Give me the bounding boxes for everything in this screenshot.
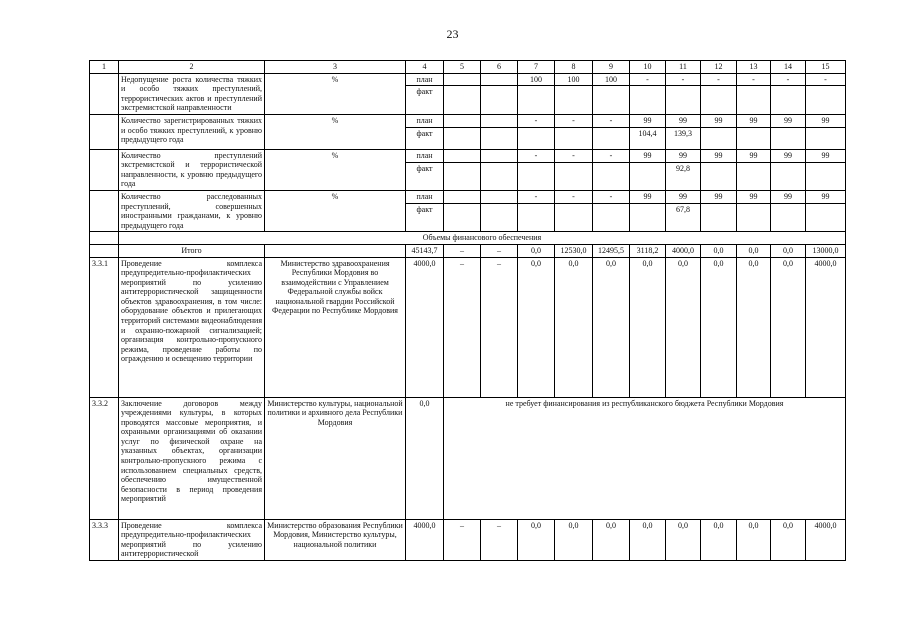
- header-cell: 13: [737, 61, 771, 74]
- activity-value: 0,0: [555, 257, 593, 397]
- activity-value: –: [481, 519, 518, 560]
- fact-value: [630, 163, 666, 191]
- activity-value: 0,0: [518, 257, 555, 397]
- fact-value: [593, 127, 630, 149]
- plan-value: -: [701, 73, 737, 86]
- header-cell: 6: [481, 61, 518, 74]
- fact-value: [771, 203, 806, 232]
- fact-value: [593, 163, 630, 191]
- fact-value: 92,8: [666, 163, 701, 191]
- total-number: [90, 244, 119, 257]
- header-cell: 7: [518, 61, 555, 74]
- fact-value: [593, 203, 630, 232]
- header-cell: 11: [666, 61, 701, 74]
- indicator-unit: %: [265, 149, 406, 190]
- fact-value: [771, 163, 806, 191]
- header-cell: 5: [444, 61, 481, 74]
- total-value: 0,0: [518, 244, 555, 257]
- activity-value: 4000,0: [406, 257, 444, 397]
- activity-value: 0,0: [666, 519, 701, 560]
- total-value: 13000,0: [806, 244, 846, 257]
- plan-label: план: [406, 190, 444, 203]
- header-row: [90, 61, 846, 74]
- plan-value: [481, 149, 518, 163]
- activity-value: 0,0: [555, 519, 593, 560]
- plan-value: 99: [737, 114, 771, 127]
- plan-value: [481, 190, 518, 203]
- plan-value: 99: [630, 114, 666, 127]
- fact-value: [806, 203, 846, 232]
- fact-value: [444, 127, 481, 149]
- fact-value: [737, 127, 771, 149]
- section-title: Объемы финансового обеспечения: [119, 232, 846, 245]
- activity-note: не требует финансирования из республиканского бюджета Республики Мордовия: [444, 397, 846, 519]
- activity-value: 0,0: [630, 257, 666, 397]
- plan-value: 99: [771, 114, 806, 127]
- plan-value: 100: [518, 73, 555, 86]
- header-cell: 9: [593, 61, 630, 74]
- header-cell: 3: [265, 61, 406, 74]
- plan-value: -: [518, 149, 555, 163]
- fact-value: [737, 86, 771, 115]
- activity-value: 0,0: [630, 519, 666, 560]
- total-value: 4000,0: [666, 244, 701, 257]
- indicator-number: [90, 73, 119, 114]
- section-title-row: [90, 232, 846, 245]
- fact-value: [666, 86, 701, 115]
- header-cell: 2: [119, 61, 265, 74]
- plan-value: -: [737, 73, 771, 86]
- fact-value: [481, 127, 518, 149]
- fact-value: [806, 86, 846, 115]
- plan-value: -: [518, 190, 555, 203]
- plan-value: 99: [701, 114, 737, 127]
- activity-name: Заключение договоров между учреждениями культуры, в которых проводятся массовые мероприятия, и охранными организациями об оказании услуг по физической охране на указанных объектах, организации контрольно-пропускного режима с использованием специальных средств, обеспечению имущественной безопасности в период проведения мероприятий: [119, 397, 265, 519]
- fact-value: [444, 163, 481, 191]
- plan-value: 99: [737, 149, 771, 163]
- fact-value: [555, 203, 593, 232]
- plan-value: [444, 190, 481, 203]
- activity-executor: Министерство культуры, национальной политики и архивного дела Республики Мордовия: [265, 397, 406, 519]
- program-table: [89, 60, 846, 561]
- activity-value: 0,0: [593, 519, 630, 560]
- plan-value: 100: [593, 73, 630, 86]
- plan-value: -: [555, 114, 593, 127]
- header-cell: 4: [406, 61, 444, 74]
- indicator-name: Количество преступлений экстремистской и террористической направленности, к уровню предыдущего года: [119, 149, 265, 190]
- plan-value: -: [630, 73, 666, 86]
- activity-value: 4000,0: [806, 257, 846, 397]
- plan-value: -: [806, 73, 846, 86]
- activity-value: –: [444, 257, 481, 397]
- activity-row: [90, 397, 846, 519]
- total-value: 12495,5: [593, 244, 630, 257]
- plan-value: -: [593, 190, 630, 203]
- total-value: 0,0: [737, 244, 771, 257]
- plan-value: -: [518, 114, 555, 127]
- indicator-number: [90, 149, 119, 190]
- plan-value: 99: [701, 190, 737, 203]
- fact-value: [444, 86, 481, 115]
- fact-value: [771, 86, 806, 115]
- plan-value: -: [593, 149, 630, 163]
- total-value: –: [481, 244, 518, 257]
- plan-value: 99: [806, 190, 846, 203]
- plan-value: 99: [737, 190, 771, 203]
- activity-value: 0,0: [518, 519, 555, 560]
- indicator-plan-row: [90, 114, 846, 127]
- indicator-plan-row: [90, 73, 846, 86]
- activity-number: 3.3.1: [90, 257, 119, 397]
- fact-value: [518, 163, 555, 191]
- fact-label: факт: [406, 86, 444, 115]
- fact-value: [555, 86, 593, 115]
- total-value: 45143,7: [406, 244, 444, 257]
- activity-name: Проведение комплекса предупредительно-профилактических мероприятий по усилению антитеррористической: [119, 519, 265, 560]
- plan-value: [444, 149, 481, 163]
- plan-value: 99: [771, 149, 806, 163]
- activity-value: 0,0: [666, 257, 701, 397]
- activity-name: Проведение комплекса предупредительно-профилактических мероприятий по усилению антитеррористической защищенности объектов здравоохранения, в том числе: оборудование объектов и прилегающих территорий системами видеонаблюдения и охранно-пожарной сигнализацией; организация контрольно-пропускного режима, проведение работы по ограждению и освещению территории: [119, 257, 265, 397]
- header-cell: 14: [771, 61, 806, 74]
- fact-value: [481, 163, 518, 191]
- plan-value: -: [555, 190, 593, 203]
- header-cell: 15: [806, 61, 846, 74]
- indicator-unit: %: [265, 190, 406, 231]
- activity-executor: Министерство образования Республики Мордовия, Министерство культуры, национальной политики: [265, 519, 406, 560]
- indicator-unit: %: [265, 73, 406, 114]
- fact-value: [481, 86, 518, 115]
- plan-label: план: [406, 73, 444, 86]
- plan-value: [444, 114, 481, 127]
- fact-value: 67,8: [666, 203, 701, 232]
- total-value: 0,0: [771, 244, 806, 257]
- activity-value: 0,0: [701, 257, 737, 397]
- total-value: 0,0: [701, 244, 737, 257]
- fact-value: [481, 203, 518, 232]
- fact-value: [555, 127, 593, 149]
- total-value: –: [444, 244, 481, 257]
- fact-value: [518, 127, 555, 149]
- indicator-plan-row: [90, 149, 846, 163]
- indicator-name: Количество зарегистрированных тяжких и особо тяжких преступлений, к уровню предыдущего года: [119, 114, 265, 149]
- plan-value: [481, 114, 518, 127]
- activity-value: –: [444, 519, 481, 560]
- section-blank: [90, 232, 119, 245]
- plan-value: 99: [666, 190, 701, 203]
- fact-value: [737, 203, 771, 232]
- activity-value: 0,0: [737, 519, 771, 560]
- activity-value: 0,0: [593, 257, 630, 397]
- activity-value: 0,0: [737, 257, 771, 397]
- fact-value: [555, 163, 593, 191]
- total-value: 3118,2: [630, 244, 666, 257]
- fact-value: 139,3: [666, 127, 701, 149]
- header-cell: 10: [630, 61, 666, 74]
- total-label: Итого: [119, 244, 265, 257]
- activity-value: 4000,0: [806, 519, 846, 560]
- indicator-plan-row: [90, 190, 846, 203]
- fact-value: [593, 86, 630, 115]
- fact-value: [806, 127, 846, 149]
- fact-value: [737, 163, 771, 191]
- plan-value: 99: [771, 190, 806, 203]
- plan-value: 99: [630, 190, 666, 203]
- plan-label: план: [406, 149, 444, 163]
- activity-value: 0,0: [771, 519, 806, 560]
- fact-value: [701, 203, 737, 232]
- indicator-unit: %: [265, 114, 406, 149]
- plan-value: 99: [630, 149, 666, 163]
- plan-value: 100: [555, 73, 593, 86]
- activity-value: 4000,0: [406, 519, 444, 560]
- indicator-name: Недопущение роста количества тяжких и особо тяжких преступлений, террористических актов и преступлений экстремистской направленности: [119, 73, 265, 114]
- activity-value: 0,0: [406, 397, 444, 519]
- activity-row: [90, 257, 846, 397]
- activity-row: [90, 519, 846, 560]
- activity-value: 0,0: [771, 257, 806, 397]
- activity-value: –: [481, 257, 518, 397]
- plan-value: -: [555, 149, 593, 163]
- fact-value: [518, 86, 555, 115]
- indicator-number: [90, 190, 119, 231]
- plan-label: план: [406, 114, 444, 127]
- plan-value: 99: [806, 149, 846, 163]
- plan-value: -: [593, 114, 630, 127]
- total-value: 12530,0: [555, 244, 593, 257]
- fact-value: [518, 203, 555, 232]
- fact-value: [444, 203, 481, 232]
- fact-value: [701, 163, 737, 191]
- activity-value: 0,0: [701, 519, 737, 560]
- fact-value: [806, 163, 846, 191]
- fact-label: факт: [406, 127, 444, 149]
- page-number: 23: [446, 27, 459, 41]
- plan-value: 99: [806, 114, 846, 127]
- fact-value: [630, 86, 666, 115]
- plan-value: [481, 73, 518, 86]
- plan-value: [444, 73, 481, 86]
- fact-value: [701, 127, 737, 149]
- total-row: [90, 244, 846, 257]
- fact-value: [771, 127, 806, 149]
- indicator-name: Количество расследованных преступлений, совершенных иностранными гражданами, к уровню предыдущего года: [119, 190, 265, 231]
- plan-value: -: [771, 73, 806, 86]
- header-cell: 1: [90, 61, 119, 74]
- header-cell: 12: [701, 61, 737, 74]
- total-executor: [265, 244, 406, 257]
- activity-executor: Министерство здравоохранения Республики Мордовия во взаимодействии с Управлением Федеральной службы войск национальной гвардии Российской Федерации по Республике Мордовия: [265, 257, 406, 397]
- indicator-number: [90, 114, 119, 149]
- header-cell: 8: [555, 61, 593, 74]
- activity-number: 3.3.3: [90, 519, 119, 560]
- plan-value: -: [666, 73, 701, 86]
- plan-value: 99: [701, 149, 737, 163]
- fact-label: факт: [406, 203, 444, 232]
- fact-label: факт: [406, 163, 444, 191]
- plan-value: 99: [666, 114, 701, 127]
- fact-value: 104,4: [630, 127, 666, 149]
- plan-value: 99: [666, 149, 701, 163]
- activity-number: 3.3.2: [90, 397, 119, 519]
- fact-value: [701, 86, 737, 115]
- fact-value: [630, 203, 666, 232]
